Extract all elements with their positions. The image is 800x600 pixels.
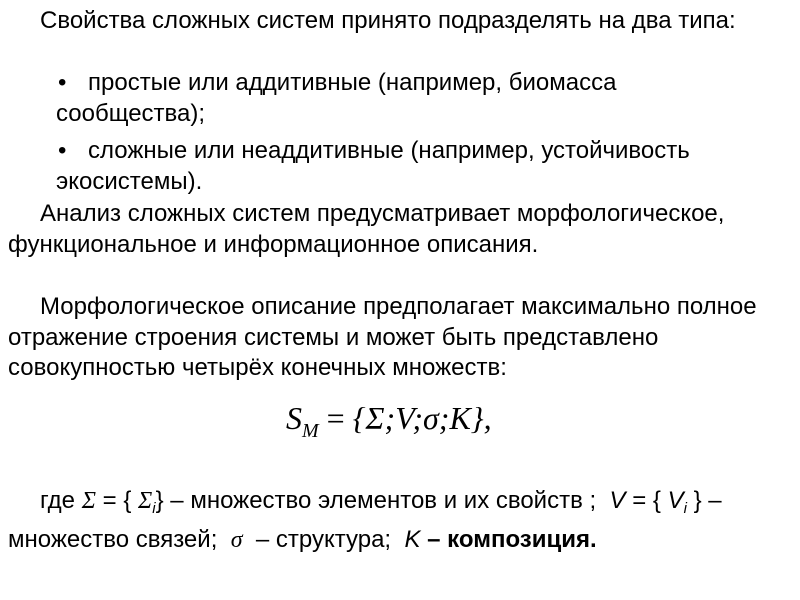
sigma-symbol: Σ <box>81 488 96 514</box>
v-i-symbol: V <box>667 487 684 514</box>
where-word: где <box>40 487 76 514</box>
definitions-paragraph <box>8 486 792 555</box>
bullet-item-nonadditive <box>52 136 792 197</box>
intro-paragraph: Свойства сложных систем принято подразделять на два типа: <box>40 7 736 34</box>
bullet-text-line2: сообщества); <box>56 99 206 127</box>
k-symbol: K <box>404 525 421 553</box>
formula-lhs: S <box>286 400 302 436</box>
composition-definition: – композиция. <box>427 525 597 553</box>
bullet-marker: • <box>58 137 67 164</box>
v-close-brace: } <box>693 487 702 514</box>
bullet-item-additive <box>52 68 792 129</box>
v-eq-brace: = { <box>632 487 661 514</box>
v-symbol: V <box>609 487 626 514</box>
bullet-text-line1: простые или аддитивные (например, биомасса <box>88 69 617 96</box>
small-sigma-symbol: σ <box>230 526 243 553</box>
eq-brace: = { <box>102 487 132 514</box>
sigma-i-symbol: Σ <box>138 488 153 514</box>
set-formula <box>286 400 492 443</box>
analysis-paragraph: Анализ сложных систем предусматривает морфологическое, функциональное и информационное описания. <box>8 200 725 258</box>
morphology-paragraph: Морфологическое описание предполагает максимально полное отражение строения системы и может быть представлено совокупностью четырёх конечных множеств: <box>8 293 757 381</box>
links-definition: – множество связей; <box>8 487 722 553</box>
elements-definition: } – множество элементов и их свойств ; <box>155 487 597 514</box>
formula-body: {Σ;V;σ;K}, <box>352 400 492 436</box>
structure-definition: – структура; <box>255 525 392 553</box>
v-i-subscript: i <box>683 500 687 517</box>
bullet-text-line2: экосистемы). <box>56 167 203 195</box>
bullet-text-line1: сложные или неаддитивные (например, устойчивость <box>88 137 690 164</box>
formula-equals: = <box>326 400 345 436</box>
bullet-marker: • <box>58 69 67 96</box>
formula-lhs-subscript: M <box>302 420 319 442</box>
sigma-i-subscript: i <box>152 500 156 517</box>
